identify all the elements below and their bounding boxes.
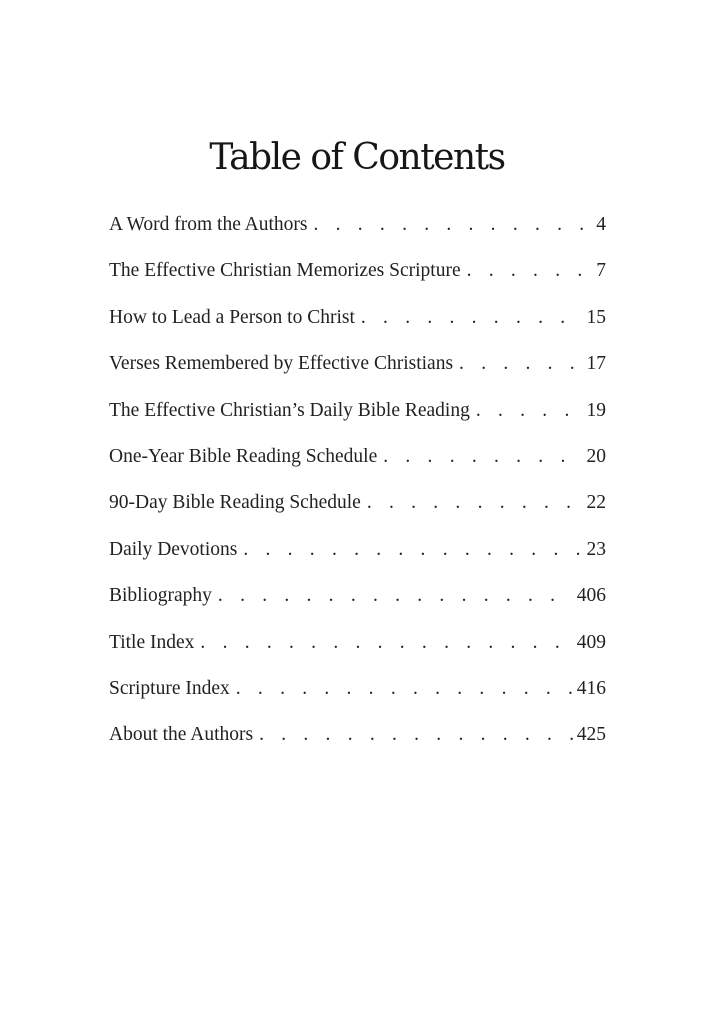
toc-entry [109, 346, 606, 392]
toc-entry [109, 207, 606, 253]
toc-entry-title: 90-Day Bible Reading Schedule [109, 492, 361, 514]
dot-leader [218, 578, 573, 614]
dot-leader [243, 532, 582, 568]
toc-entry [109, 393, 606, 439]
toc-entry-title: About the Authors [109, 724, 254, 746]
toc-entry-title: Daily Devotions [109, 538, 238, 560]
toc-entry [109, 717, 606, 763]
dot-leader [236, 671, 573, 707]
toc-entry-page: 19 [586, 399, 606, 421]
toc-entry-page: 4 [596, 214, 606, 235]
dot-leader [467, 253, 593, 289]
dot-leader [383, 439, 582, 475]
toc-entry-title: How to Lead a Person to Christ [109, 306, 355, 328]
dot-leader [361, 300, 583, 336]
toc-entry [109, 625, 606, 671]
toc-entry [109, 485, 606, 531]
toc-entry [109, 439, 606, 485]
page-title: Table of Contents [209, 137, 505, 178]
dot-leader [476, 393, 583, 429]
toc-list [109, 207, 606, 764]
toc-entry [109, 578, 606, 624]
dot-leader [313, 207, 592, 243]
toc-entry [109, 671, 606, 717]
toc-entry-page: 7 [596, 260, 606, 282]
toc-entry-title: A Word from the Authors [109, 214, 308, 235]
toc-entry [109, 253, 606, 299]
toc-entry-page: 416 [576, 677, 606, 699]
toc-entry-title: Verses Remembered by Effective Christians [109, 353, 454, 375]
toc-entry-title: Scripture Index [109, 677, 230, 699]
toc-entry-title: Title Index [109, 631, 195, 653]
toc-entry-page: 15 [586, 306, 606, 328]
dot-leader [367, 485, 583, 521]
toc-entry-title: The Effective Christian’s Daily Bible Reading [109, 399, 470, 421]
dot-leader [459, 346, 582, 382]
toc-entry-page: 17 [586, 353, 606, 375]
toc-entry-title: The Effective Christian Memorizes Scripture [109, 260, 461, 282]
toc-entry-page: 409 [576, 631, 606, 653]
toc-entry [109, 532, 606, 578]
toc-entry-title: One-Year Bible Reading Schedule [109, 445, 378, 467]
toc-entry-page: 20 [586, 445, 606, 467]
toc-entry-page: 23 [586, 538, 606, 560]
toc-entry-page: 22 [586, 492, 606, 514]
dot-leader [259, 717, 573, 753]
dot-leader [200, 625, 572, 661]
toc-entry [109, 300, 606, 346]
toc-entry-page: 425 [576, 724, 606, 746]
toc-entry-title: Bibliography [109, 585, 212, 607]
toc-entry-page: 406 [576, 585, 606, 607]
